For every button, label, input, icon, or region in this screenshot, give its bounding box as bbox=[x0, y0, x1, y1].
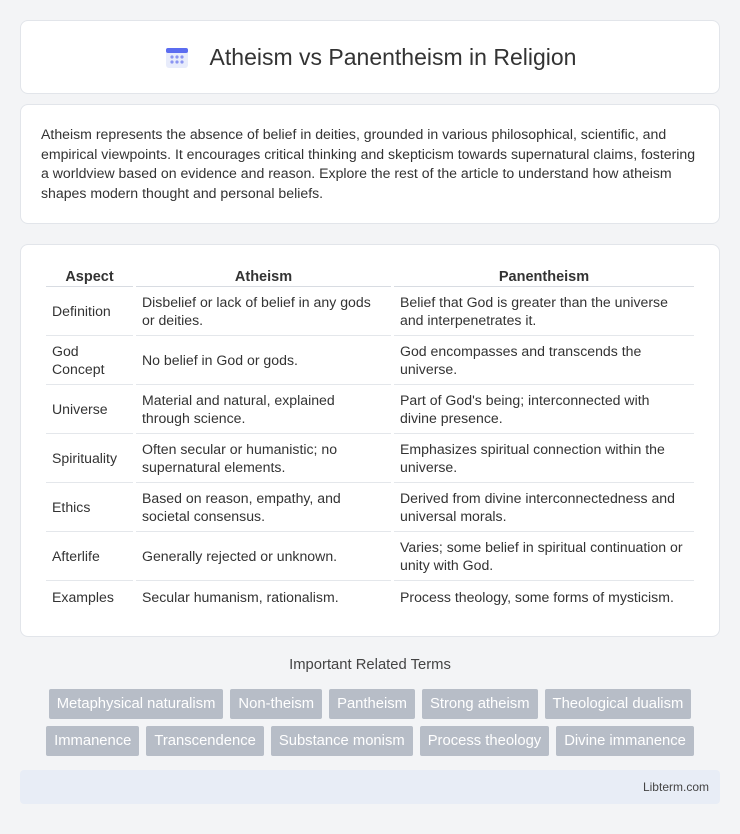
panentheism-cell: Emphasizes spiritual connection within the universe. bbox=[394, 434, 694, 483]
column-header-atheism: Atheism bbox=[136, 265, 391, 287]
atheism-cell: Secular humanism, rationalism. bbox=[142, 589, 339, 605]
related-term-tag[interactable]: Metaphysical naturalism bbox=[49, 689, 224, 719]
column-header-aspect: Aspect bbox=[46, 265, 133, 287]
related-term-tag[interactable]: Pantheism bbox=[329, 689, 415, 719]
column-header-panentheism: Panentheism bbox=[394, 265, 694, 287]
related-term-tag[interactable]: Divine immanence bbox=[556, 726, 694, 756]
aspect-cell: Ethics bbox=[46, 483, 133, 532]
atheism-cell: Disbelief or lack of belief in any gods or deities. bbox=[136, 287, 391, 336]
intro-card bbox=[20, 104, 720, 224]
footer-site-link[interactable]: Libterm.com bbox=[642, 780, 709, 794]
table-header-row bbox=[46, 265, 694, 287]
comparison-table bbox=[43, 265, 697, 613]
panentheism-cell: Process theology, some forms of mysticism. bbox=[400, 589, 674, 605]
footer bbox=[20, 770, 720, 804]
atheism-cell: Generally rejected or unknown. bbox=[136, 532, 391, 581]
related-term-tag[interactable]: Substance monism bbox=[271, 726, 413, 756]
page-title: Atheism vs Panentheism in Religion bbox=[209, 43, 577, 70]
related-term-tag[interactable]: Non-theism bbox=[230, 689, 322, 719]
table-row bbox=[46, 336, 694, 385]
aspect-cell: Examples bbox=[52, 589, 114, 605]
related-term-tag[interactable]: Transcendence bbox=[146, 726, 263, 756]
panentheism-cell: Derived from divine interconnectedness and universal morals. bbox=[394, 483, 694, 532]
atheism-cell: Often secular or humanistic; no supernatural elements. bbox=[136, 434, 391, 483]
table-row bbox=[46, 532, 694, 581]
table-row bbox=[46, 385, 694, 434]
related-terms-row-1 bbox=[20, 689, 720, 719]
intro-text: Atheism represents the absence of belief in deities, grounded in various philosophical, scientific, and empirical viewpoints. It encourages critical thinking and skepticism towards supernatural claims, fostering a worldview based on evidence and reason. Explore the rest of the article to understand how atheism shapes modern thought and personal beliefs. bbox=[41, 126, 696, 201]
panentheism-cell: Varies; some belief in spiritual continuation or unity with God. bbox=[394, 532, 694, 581]
calendar-grid-icon bbox=[164, 44, 190, 70]
panentheism-cell: God encompasses and transcends the universe. bbox=[394, 336, 694, 385]
comparison-table-card bbox=[20, 244, 720, 637]
header-card bbox=[20, 20, 720, 94]
table-row bbox=[46, 434, 694, 483]
panentheism-cell: Part of God's being; interconnected with divine presence. bbox=[394, 385, 694, 434]
related-terms-title: Important Related Terms bbox=[289, 657, 451, 673]
related-term-tag[interactable]: Theological dualism bbox=[545, 689, 692, 719]
panentheism-cell: Belief that God is greater than the universe and interpenetrates it. bbox=[394, 287, 694, 336]
table-row bbox=[46, 581, 694, 613]
related-terms-row-2 bbox=[20, 726, 720, 756]
aspect-cell: Universe bbox=[46, 385, 133, 434]
aspect-cell: Afterlife bbox=[46, 532, 133, 581]
related-term-tag[interactable]: Immanence bbox=[46, 726, 139, 756]
atheism-cell: No belief in God or gods. bbox=[136, 336, 391, 385]
aspect-cell: God Concept bbox=[46, 336, 133, 385]
atheism-cell: Material and natural, explained through science. bbox=[136, 385, 391, 434]
related-term-tag[interactable]: Process theology bbox=[420, 726, 550, 756]
aspect-cell: Definition bbox=[46, 287, 133, 336]
table-row bbox=[46, 483, 694, 532]
atheism-cell: Based on reason, empathy, and societal consensus. bbox=[136, 483, 391, 532]
aspect-cell: Spirituality bbox=[46, 434, 133, 483]
table-row bbox=[46, 287, 694, 336]
related-term-tag[interactable]: Strong atheism bbox=[422, 689, 538, 719]
